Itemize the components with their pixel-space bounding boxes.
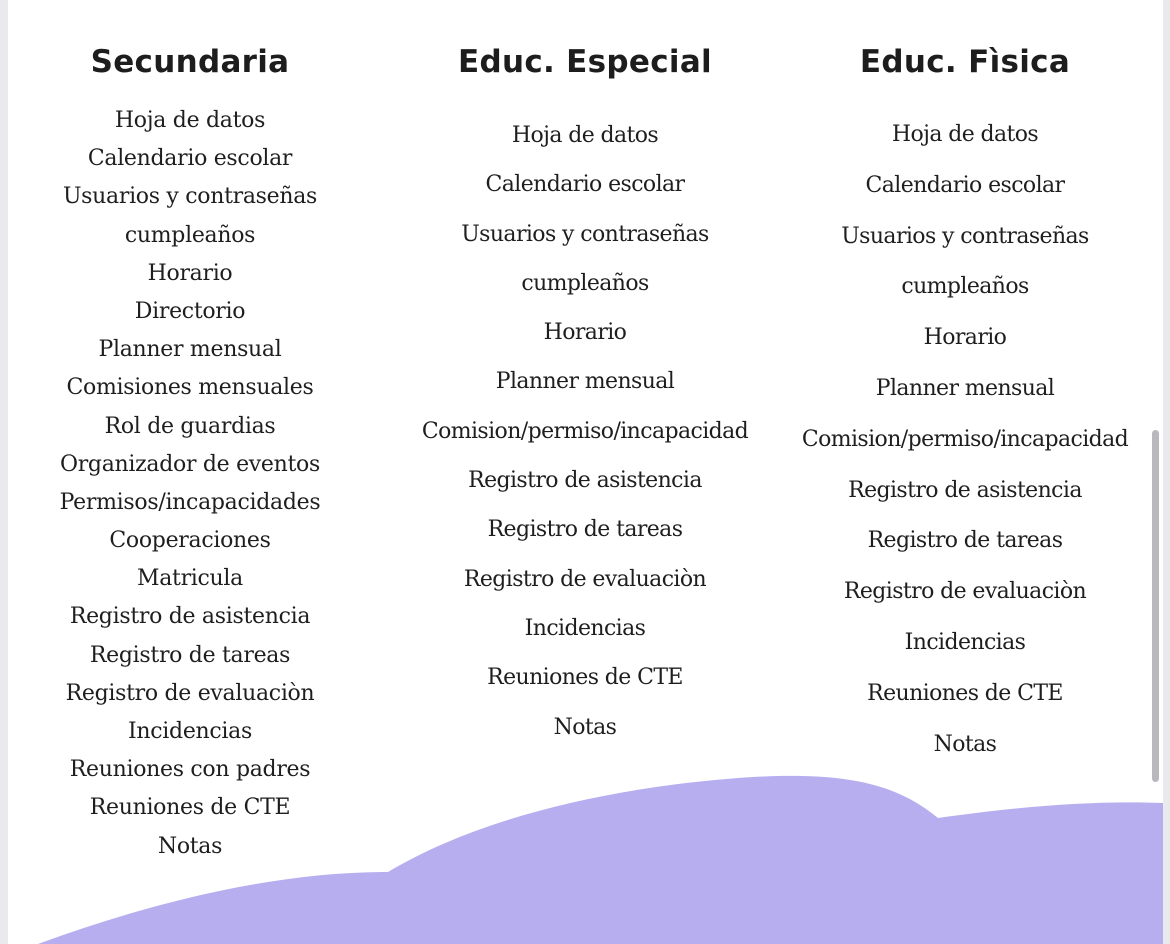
list-item: Hoja de datos (114, 108, 266, 133)
list-item: Permisos/incapacidades (59, 489, 321, 515)
list-item: Planner mensual (495, 369, 675, 395)
list-item: Matricula (137, 566, 243, 592)
list-item: Registro de tareas (487, 517, 683, 543)
list-item: Reuniones de CTE (867, 680, 1063, 706)
list-item: Organizador de eventos (59, 451, 320, 477)
list-item: Reuniones de CTE (89, 795, 291, 821)
list-item: Reuniones con padres (69, 757, 311, 783)
scrollbar[interactable] (1152, 430, 1159, 782)
column-heading: Secundaria (90, 44, 290, 80)
item-list (40, 102, 340, 866)
item-list (408, 111, 762, 752)
list-item: Comisiones mensuales (66, 375, 314, 401)
list-item: Registro de asistencia (69, 604, 311, 630)
list-item: Comision/permiso/incapacidad (801, 426, 1129, 452)
list-item: cumpleaños (901, 274, 1029, 300)
item-list (788, 110, 1142, 770)
list-item: Usuarios y contraseñas (841, 223, 1089, 249)
list-item: Registro de asistencia (468, 468, 702, 494)
list-item: Notas (157, 833, 223, 859)
list-item: Registro de evaluaciòn (463, 566, 707, 592)
list-item: Registro de tareas (867, 528, 1063, 554)
list-item: Planner mensual (875, 375, 1055, 401)
list-item: Registro de evaluaciòn (65, 680, 315, 706)
list-item: Directorio (134, 298, 246, 324)
list-item: Planner mensual (98, 337, 282, 363)
column-heading: Educ. Fìsica (859, 44, 1071, 80)
list-item: Usuarios y contraseñas (461, 221, 709, 247)
list-item: Incidencias (524, 615, 646, 641)
list-item: Calendario escolar (865, 172, 1065, 198)
list-item: cumpleaños (124, 222, 256, 248)
list-item: Reuniones de CTE (487, 665, 683, 691)
list-item: Registro de evaluaciòn (843, 579, 1087, 605)
list-item: Calendario escolar (87, 146, 293, 172)
list-item: Notas (933, 731, 997, 757)
list-item: Horario (543, 320, 627, 346)
list-item: Hoja de datos (511, 123, 659, 148)
list-item: Incidencias (128, 719, 252, 744)
list-item: Horario (147, 260, 233, 286)
list-item: Usuarios y contraseñas (62, 184, 318, 210)
list-item: Cooperaciones (109, 528, 271, 554)
document-page (8, 0, 1163, 944)
column-heading: Educ. Especial (458, 44, 712, 80)
list-item: cumpleaños (521, 270, 649, 296)
list-item: Comision/permiso/incapacidad (421, 418, 749, 444)
list-item: Calendario escolar (485, 172, 685, 198)
list-item: Horario (923, 325, 1007, 351)
list-item: Incidencias (904, 629, 1026, 655)
list-item: Hoja de datos (891, 122, 1039, 147)
list-item: Registro de tareas (89, 642, 291, 668)
list-item: Rol de guardias (104, 413, 276, 439)
list-item: Registro de asistencia (848, 477, 1082, 503)
list-item: Notas (553, 714, 617, 740)
